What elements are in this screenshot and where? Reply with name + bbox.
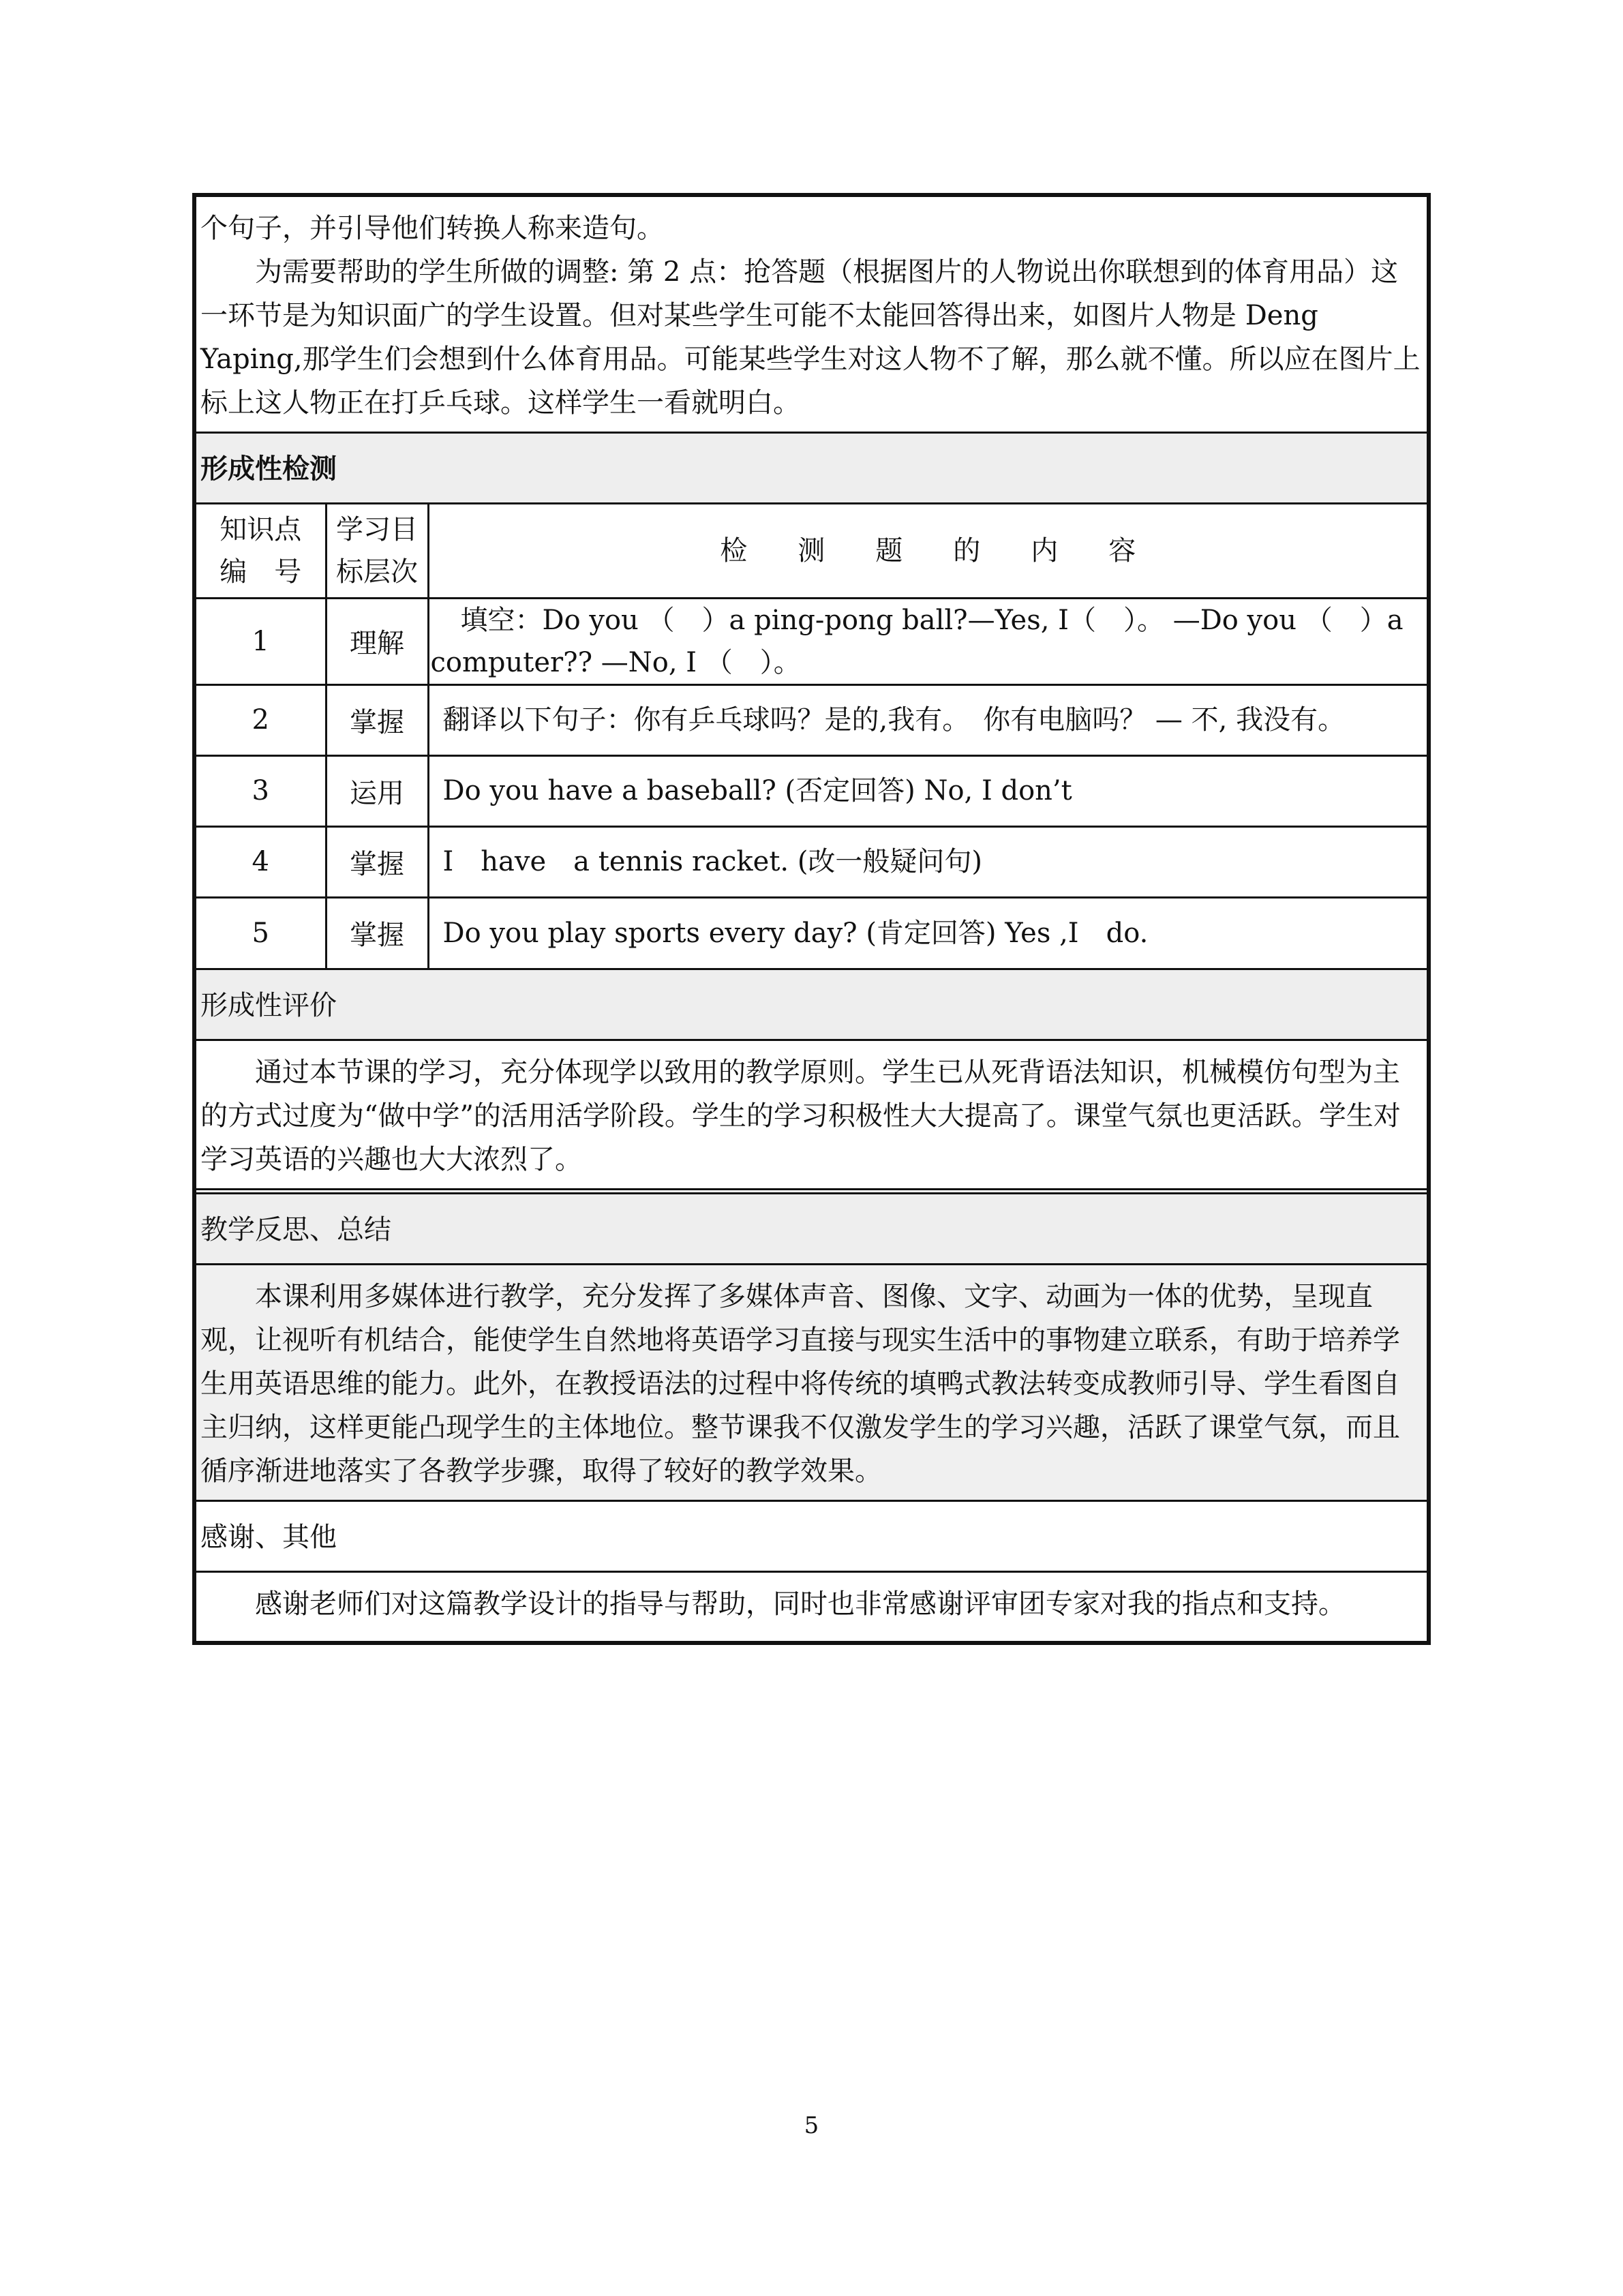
table-header-row xyxy=(196,504,1427,598)
table-row xyxy=(196,897,1427,968)
row-level: 理解 xyxy=(326,598,428,684)
formative-eval-text: 通过本节课的学习，充分体现学以致用的教学原则。学生已从死背语法知识，机械模仿句型为主的方式过度为“做中学”的活用活学阶段。学生的学习积极性大大提高了。课堂气氛也更活跃。学生对学习英语的兴趣也大大浓烈了。 xyxy=(196,1041,1427,1194)
reflection-text: 本课利用多媒体进行教学，充分发挥了多媒体声音、图像、文字、动画为一体的优势，呈现直观，让视听有机结合，能使学生自然地将英语学习直接与现实生活中的事物建立联系，有助于培养学生用英语思维的能力。此外，在教授语法的过程中将传统的填鸭式教法转变成教师引导、学生看图自主归纳，这样更能凸现学生的主体地位。整节课我不仅激发学生的学习兴趣，活跃了课堂气氛，而且循序渐进地落实了各教学步骤，取得了较好的教学效果。 xyxy=(196,1265,1427,1502)
col-header-level: 学习目 标层次 xyxy=(326,504,428,598)
row-level: 掌握 xyxy=(326,897,428,968)
adjustment-section xyxy=(196,197,1427,434)
formative-eval-heading: 形成性评价 xyxy=(196,970,1427,1041)
row-level: 掌握 xyxy=(326,826,428,897)
row-number: 1 xyxy=(196,598,326,684)
reflection-heading: 教学反思、总结 xyxy=(196,1194,1427,1265)
table-row xyxy=(196,684,1427,755)
table-row xyxy=(196,598,1427,684)
col-header-number: 知识点 编 号 xyxy=(196,504,326,598)
table-row xyxy=(196,826,1427,897)
formative-test-heading: 形成性检测 xyxy=(196,434,1427,504)
thanks-heading: 感谢、其他 xyxy=(196,1502,1427,1573)
page-number: 5 xyxy=(804,2112,819,2139)
formative-test-table-wrap xyxy=(196,504,1427,970)
row-level: 掌握 xyxy=(326,684,428,755)
adjustment-paragraph: 为需要帮助的学生所做的调整: 第 2 点：抢答题（根据图片的人物说出你联想到的体育用品）这一环节是为知识面广的学生设置。但对某些学生可能不太能回答得出来，如图片人物是 Deng Yaping,那学生们会想到什么体育用品。可能某些学生对这人物不了解，那么就不懂。所以应在图片上标上这人物正在打乒乓球。这样学生一看就明白。 xyxy=(200,256,1421,419)
row-number: 5 xyxy=(196,897,326,968)
thanks-text: 感谢老师们对这篇教学设计的指导与帮助，同时也非常感谢评审团专家对我的指点和支持。 xyxy=(255,1588,1346,1620)
row-number: 3 xyxy=(196,755,326,826)
row-content: 翻译以下句子：你有乒乓球吗？是的,我有。 你有电脑吗？ — 不, 我没有。 xyxy=(428,684,1427,755)
row-content: 填空：Do you （ ）a ping-pong ball?—Yes, I（ ）。 —Do you （ ）a computer?? —No, I （ ）。 xyxy=(428,598,1427,684)
col-header-content: 检测题的内容 xyxy=(428,504,1427,598)
row-content: Do you play sports every day? (肯定回答) Yes ,I do. xyxy=(442,917,1149,949)
lesson-table xyxy=(192,193,1431,1645)
row-number: 4 xyxy=(196,826,326,897)
formative-test-table xyxy=(196,504,1427,968)
row-level: 运用 xyxy=(326,755,428,826)
row-number: 2 xyxy=(196,684,326,755)
row-content: Do you have a baseball? (否定回答) No, I don’t xyxy=(428,755,1427,826)
continuation-line: 个句子，并引导他们转换人称来造句。 xyxy=(200,213,664,244)
row-content: I have a tennis racket. (改一般疑问句) xyxy=(428,826,1427,897)
table-row xyxy=(196,755,1427,826)
